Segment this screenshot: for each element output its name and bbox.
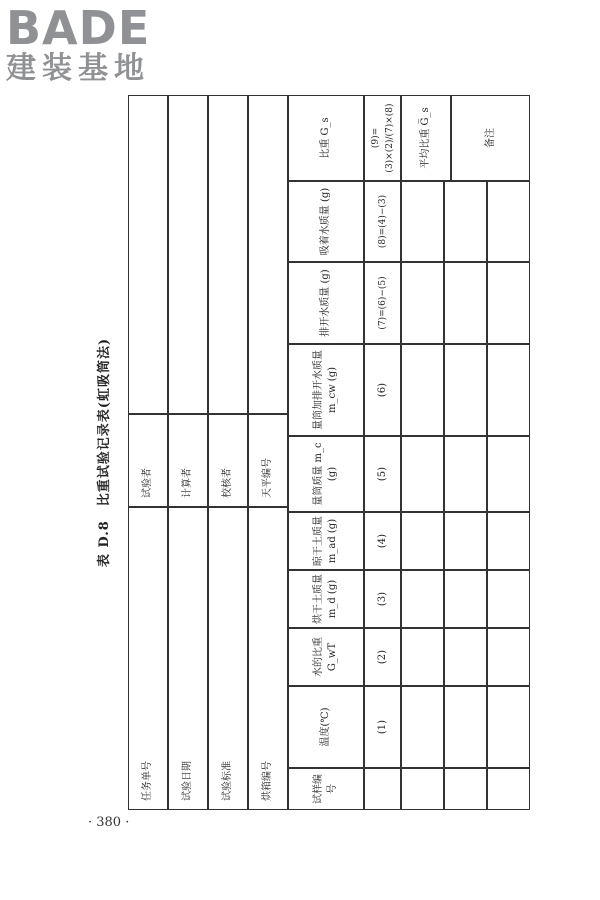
data-cell: [487, 344, 530, 436]
header-temperature: 温度(℃): [288, 686, 364, 768]
record-table: [128, 95, 530, 810]
task-no-cell: 任务单号: [128, 507, 168, 810]
header-displaced-water: 排开水质量 (g): [288, 262, 364, 344]
data-row-2: [444, 768, 487, 810]
formula-c1: (1): [364, 686, 401, 768]
data-cell: [401, 181, 444, 262]
header-sample-no: 试样编号: [288, 768, 364, 810]
formula-c6: (6): [364, 344, 401, 436]
formula-c5: (5): [364, 436, 401, 512]
data-cell: [444, 570, 487, 628]
formula-c2: (2): [364, 628, 401, 686]
data-cell: [444, 628, 487, 686]
oven-no-cell: 烘箱编号: [248, 507, 288, 810]
header-water-sg: 水的比重 G_wT: [288, 628, 364, 686]
bade-logo: [6, 1, 176, 90]
data-row-1: [401, 768, 444, 810]
page-number: · 380 ·: [88, 815, 130, 830]
formula-c8: (8)=(4)−(3): [364, 181, 401, 262]
formula-c3: (3): [364, 570, 401, 628]
header-air-dry-mass: 晾干土质量 m_ad (g): [288, 512, 364, 570]
tester-cell: 试验者: [128, 414, 168, 507]
calculator-value-cell: [168, 95, 208, 414]
header-oven-dry-mass: 烘干土质量 m_d (g): [288, 570, 364, 628]
header-absorbed-water: 吸着水质量 (g): [288, 181, 364, 262]
checker-value-cell: [208, 95, 248, 414]
data-cell: [401, 628, 444, 686]
data-cell: [401, 686, 444, 768]
data-cell: [487, 628, 530, 686]
test-date-cell: 试验日期: [168, 507, 208, 810]
formula-c4: (4): [364, 512, 401, 570]
data-cell: [444, 436, 487, 512]
header-cylinder-plus-water: 量筒加排开水质量 m_cw (g): [288, 344, 364, 436]
header-remarks: 备注: [451, 95, 530, 181]
tester-value-cell: [128, 95, 168, 414]
logo-wordmark: BADE: [6, 1, 151, 55]
data-cell: [487, 181, 530, 262]
checker-cell: 校核者: [208, 414, 248, 507]
formula-c7: (7)=(6)−(5): [364, 262, 401, 344]
data-cell: [444, 344, 487, 436]
rotated-page: [90, 95, 530, 810]
table-title: 表 D.8 比重试验记录表(虹吸筒法): [97, 337, 112, 568]
data-cell: [444, 262, 487, 344]
data-cell: [401, 570, 444, 628]
balance-no-cell: 天平编号: [248, 414, 288, 507]
data-cell: [401, 512, 444, 570]
data-cell: [487, 570, 530, 628]
header-specific-gravity: 比重 G_s: [288, 95, 364, 181]
data-cell: [401, 344, 444, 436]
data-cell: [401, 436, 444, 512]
data-cell: [401, 262, 444, 344]
data-cell: [444, 512, 487, 570]
data-cell: [487, 512, 530, 570]
formula-c9: (9)=(3)×(2)/(7)×(8): [364, 95, 401, 181]
data-cell: [444, 686, 487, 768]
formula-sample-blank: [364, 768, 401, 810]
data-cell: [444, 181, 487, 262]
balance-value-cell: [248, 95, 288, 414]
data-cell: [487, 262, 530, 344]
data-cell: [487, 436, 530, 512]
calculator-cell: 计算者: [168, 414, 208, 507]
logo-subtitle: 建装基地: [6, 51, 150, 86]
test-standard-cell: 试验标准: [208, 507, 248, 810]
header-avg-sg: 平均比重 G̅_s: [401, 95, 451, 181]
data-cell: [487, 686, 530, 768]
header-cylinder-mass: 量筒质量 m_c (g): [288, 436, 364, 512]
data-row-3: [487, 768, 530, 810]
